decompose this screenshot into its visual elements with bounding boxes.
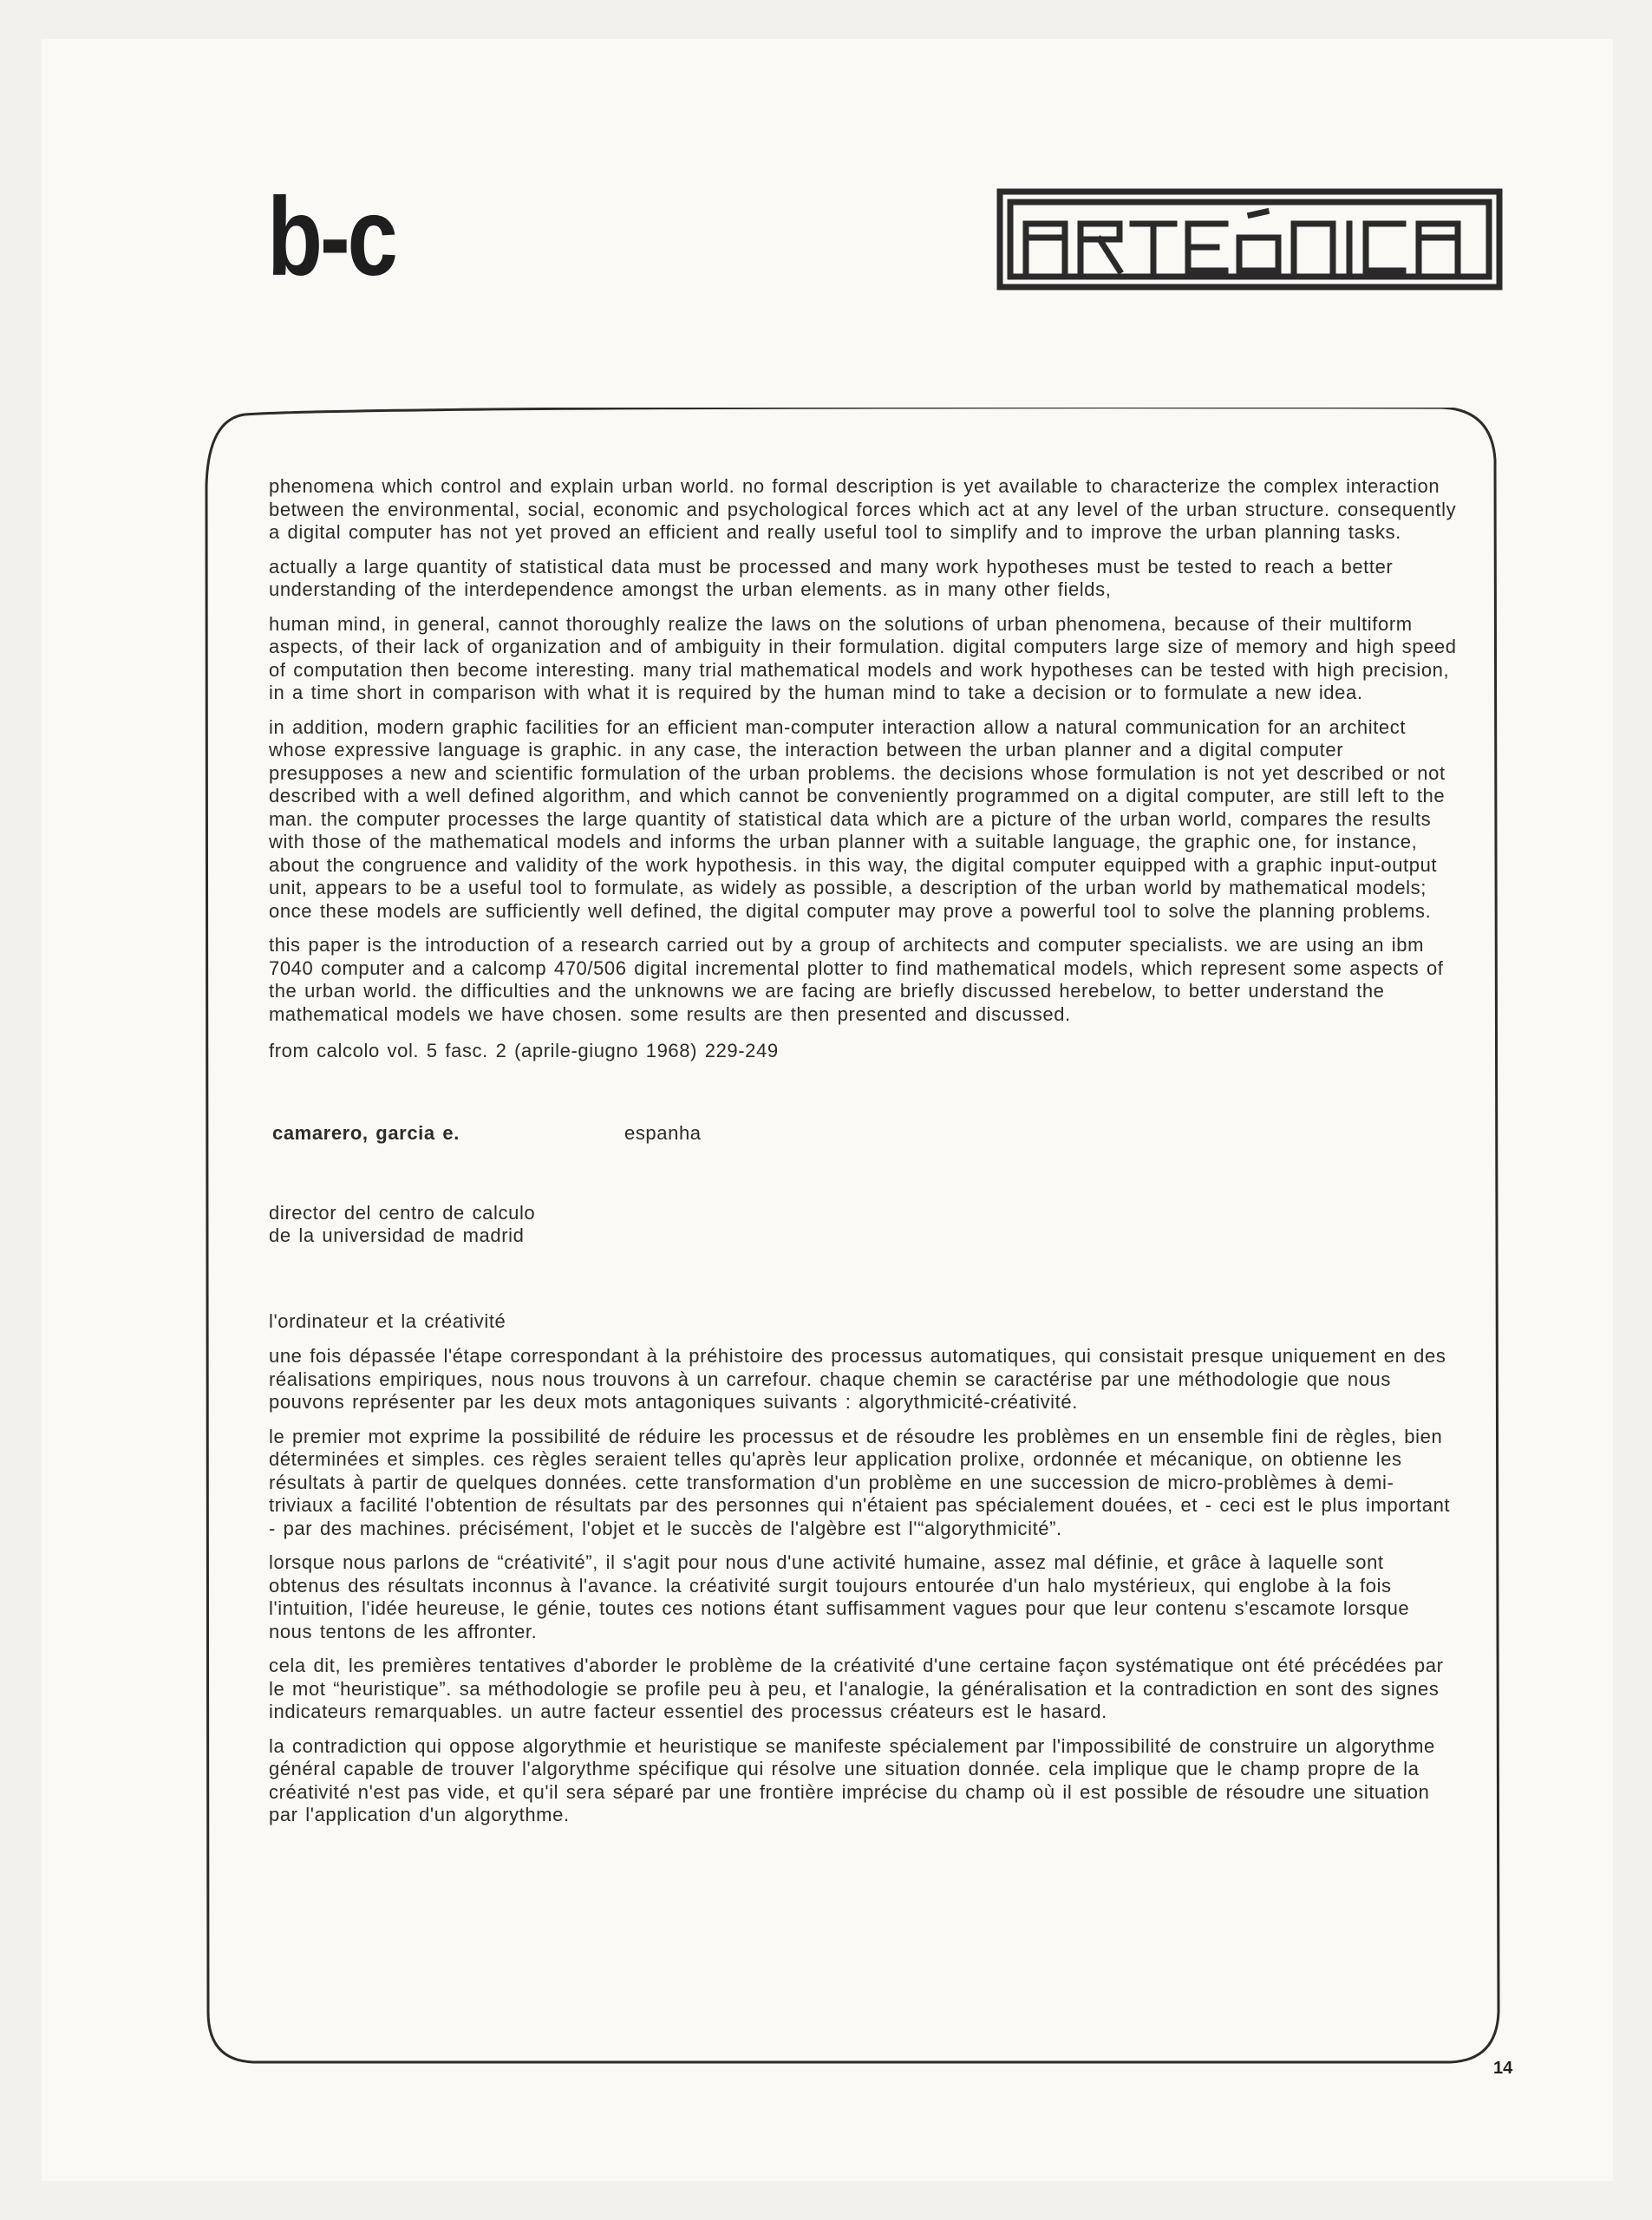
- paragraph: in addition, modern graphic facilities for an efficient man-computer interaction allow a natural communication for an architect whose expressive language is graphic. in any case, the interaction between the urban planner and a digital computer presupposes a new and scientific formulation of the urban problems. the decisions whose formulation is not yet described or not described with a well defined algorithm, and which cannot be conveniently programmed on a digital computer, are still left to the man. the computer processes the large quantity of statistical data which are a picture of the urban world, compares the results with those of the mathematical models and informs the urban planner with a suitable language, the graphic one, for instance, about the congruence and validity of the work hypothesis. in this way, the digital computer equipped with a graphic input-output unit, appears to be a useful tool to formulate, as widely as possible, a description of the urban world by mathematical models; once these models are sufficiently well defined, the digital computer may prove a powerful tool to solve the planning problems.: [269, 715, 1446, 922]
- section-title: b-c: [267, 175, 395, 299]
- paragraph-fr: la contradiction qui oppose algorythmie et heuristique se manifeste spécialement par l'impossibilité de construire un algorythme général capable de trouver l'algorythme spécifique qui résolve une situation donnée. cela implique que le champ propre de la créativité n'est pas vide, et qu'il sera séparé par une frontière imprécise du champ où il est possible de résoudre une situation par l'application d'un algorythme.: [269, 1734, 1435, 1825]
- page-number: 14: [1493, 2059, 1513, 2078]
- paragraph: phenomena which control and explain urban world. no formal description is yet available to characterize the complex interaction between the environmental, social, economic and psychological forces which act at any level of the urban structure. consequently a digital computer has not yet proved an efficient and really useful tool to simplify and to improve the urban planning tasks.: [269, 475, 1457, 543]
- paragraph: actually a large quantity of statistical data must be processed and many work hypotheses must be tested to reach a better understanding of the interdependence amongst the urban elements. as in many other fields,: [269, 555, 1394, 600]
- paragraph: human mind, in general, cannot thoroughly realize the laws on the solutions of urban phenomena, because of their multiform aspects, of their lack of organization and of ambiguity in their formulation. digital computers large size of memory and high speed of computation then become interesting. many trial mathematical models and work hypotheses can be tested with high precision, in a time short in comparison with what it is required by the human mind to take a decision or to formulate a new idea.: [269, 612, 1457, 703]
- article-body: [269, 475, 1457, 1838]
- author-name: camarero, garcia e.: [272, 1121, 460, 1144]
- author-line: [269, 1122, 1457, 1148]
- paragraph-fr: cela dit, les premières tentatives d'aborder le problème de la créativité d'une certaine façon systématique ont été précédées par le mot “heuristique”. sa méthodologie se profile peu à peu, et l'analogie, la généralisation et la contradiction en sont des signes indicateurs remarquables. un autre facteur essentiel des processus créateurs est le hasard.: [269, 1655, 1444, 1722]
- author-country: espanha: [624, 1121, 702, 1144]
- source-citation: from calcolo vol. 5 fasc. 2 (aprile-giugno 1968) 229-249: [269, 1040, 779, 1061]
- article-title-fr: l'ordinateur et la créativité: [269, 1309, 506, 1332]
- paragraph-fr: le premier mot exprime la possibilité de réduire les processus et de résoudre les problèmes en un ensemble fini de règles, bien déterminées et simples. ces règles seraient telles qu'après leur application prolixe, ordonnée et mécanique, on obtienne les résultats à partir de quelques données. cette transformation d'un problème en une succession de micro-problèmes à demi-triviaux a facilité l'obtention de résultats par des personnes qui n'étaient pas spécialement douées, et - ceci est le plus important - par des machines. précisément, l'objet et le succès de l'algèbre est l'“algorythmicité”.: [269, 1425, 1451, 1539]
- paragraph-fr: lorsque nous parlons de “créativité”, il s'agit pour nous d'une activité humaine, assez mal définie, et grâce à laquelle sont obtenus des résultats inconnus à l'avance. la créativité surgit toujours entourée d'un halo mystérieux, qui englobe à la fois l'intuition, l'idée heureuse, le génie, toutes ces notions étant suffisamment vagues pour que leur contenu s'escamote lorsque nous tentons de les affronter.: [269, 1551, 1410, 1642]
- author-role-line: de la universidad de madrid: [269, 1224, 525, 1246]
- author-role: [269, 1202, 1457, 1248]
- paragraph: this paper is the introduction of a research carried out by a group of architects and computer specialists. we are using an ibm 7040 computer and a calcomp 470/506 digital incremental plotter to find mathematical models, which represent some aspects of the urban world. the difficulties and the unknowns we are facing are briefly discussed herebelow, to better understand the mathematical models we have chosen. some results are then presented and discussed.: [269, 934, 1444, 1025]
- author-role-line: director del centro de calculo: [269, 1201, 536, 1224]
- arteonica-logo: [996, 187, 1504, 291]
- paragraph-fr: une fois dépassée l'étape correspondant à la préhistoire des processus automatiques, qui consistait presque uniquement en des réalisations empiriques, nous nous trouvons à un carrefour. chaque chemin se caractérise par une méthodologie que nous pouvons représenter par les deux mots antagoniques suivants : algorythmicité-créativité.: [269, 1345, 1446, 1413]
